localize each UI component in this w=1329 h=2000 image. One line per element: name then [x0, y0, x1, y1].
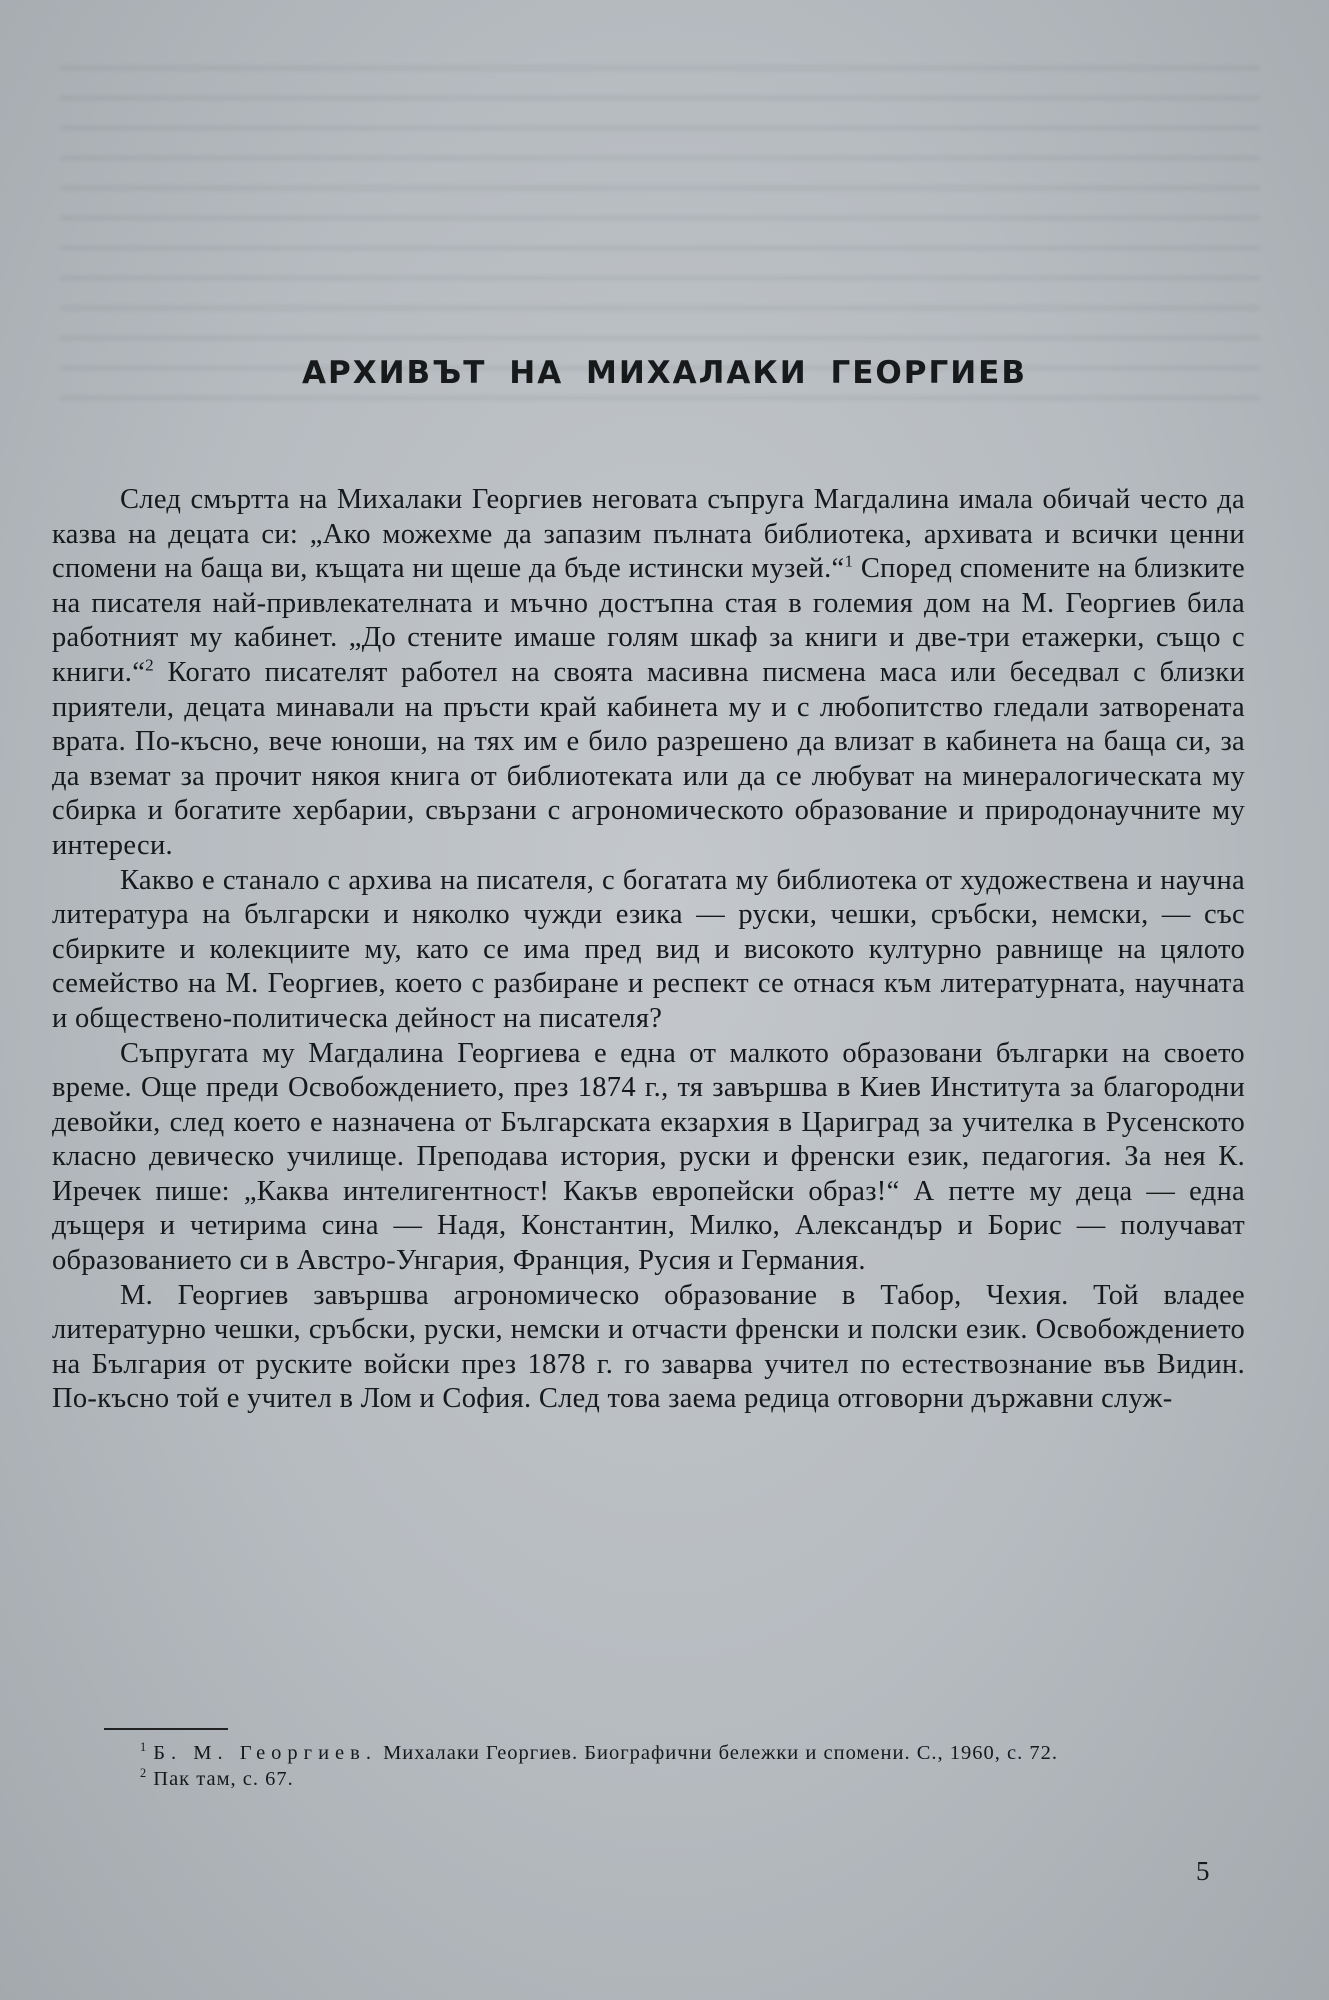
chapter-title: АРХИВЪТ НА МИХАЛАКИ ГЕОРГИЕВ: [302, 355, 1027, 391]
paragraph: След смъртта на Михалаки Георгиев неговата съпруга Магдалина имала обичай често да казва на децата си: „Ако можехме да запазим пълната библиотека, архивата и всички ценни спомени на баща ви, къщата ни щеше да бъде истински музей.“$^1$ Според спомените на близките на писателя най-привлекателната и мъчно достъпна стая в големия дом на М. Георгиев била работният му кабинет. „До стените имаше голям шкаф за книги и две-три етажерки, също с книги.“$^2$ Когато писателят работел на своята масивна писмена маса или беседвал с близки приятели, децата минавали на пръсти край кабинета му и с любопитство гледали затворената врата. По-късно, вече юноши, на тях им е било разрешено да влизат в кабинета на баща си, за да вземат за прочит някоя книга от библиотеката или да се любуват на минералогическата му сбирка и богатите хербарии, свързани с агрономическото образование и природонаучните му интереси.: [52, 484, 1245, 861]
footnote-divider: [104, 1728, 228, 1730]
footnotes: [72, 1740, 1230, 1792]
footnote-ref: 1: [844, 551, 854, 571]
footnote-mark: 1: [140, 1740, 148, 1755]
footnote-author: Б. М. Георгиев.: [153, 1742, 377, 1764]
paragraph: Какво е станало с архива на писателя, с богатата му библиотека от художествена и научна литература на български и няколко чужди езика — руски, чешки, сръбски, немски, — със сбирките и колекциите му, като се има пред вид и високото културно равнище на цялото семейство на М. Георгиев, което с разбиране и респект се отнася към литературната, научната и обществено-политическа дейност на писателя?: [52, 864, 1245, 1034]
footnote-mark: 2: [140, 1766, 148, 1781]
paragraph: М. Георгиев завършва агрономическо образование в Табор, Чехия. Той владее литературно чешки, сръбски, руски, немски и отчасти френски и полски език. Освобождението на България от руските войски през 1878 г. го заварва учител по естествознание във Видин. По-късно той е учител в Лом и София. След това заема редица отговорни държавни служ-: [52, 1279, 1245, 1415]
footnote: $^1$ Б. М. Георгиев. Михалаки Георгиев. Биографични бележки и спомени. С., 1960, с. 72.: [140, 1740, 1058, 1764]
page-number: 5: [1196, 1856, 1210, 1886]
footnote-ref: 2: [145, 655, 155, 675]
body-text: [52, 483, 1245, 1417]
paragraph: Съпругата му Магдалина Георгиева е една от малкото образовани българки на своето време. Още преди Освобождението, през 1874 г., тя завършва в Киев Института за благородни девойки, след което е назначена от Българската екзархия в Цариград за учителка в Русенското класно девическо училище. Преподава история, руски и френски език, педагогия. За нея К. Иречек пише: „Каква интелигентност! Какъв европейски образ!“ А петте му деца — една дъщеря и четирима сина — Надя, Константин, Милко, Александър и Борис — получават образованието си в Австро-Унгария, Франция, Русия и Германия.: [52, 1037, 1245, 1277]
footnote: $^2$ Пак там, с. 67.: [140, 1766, 294, 1790]
